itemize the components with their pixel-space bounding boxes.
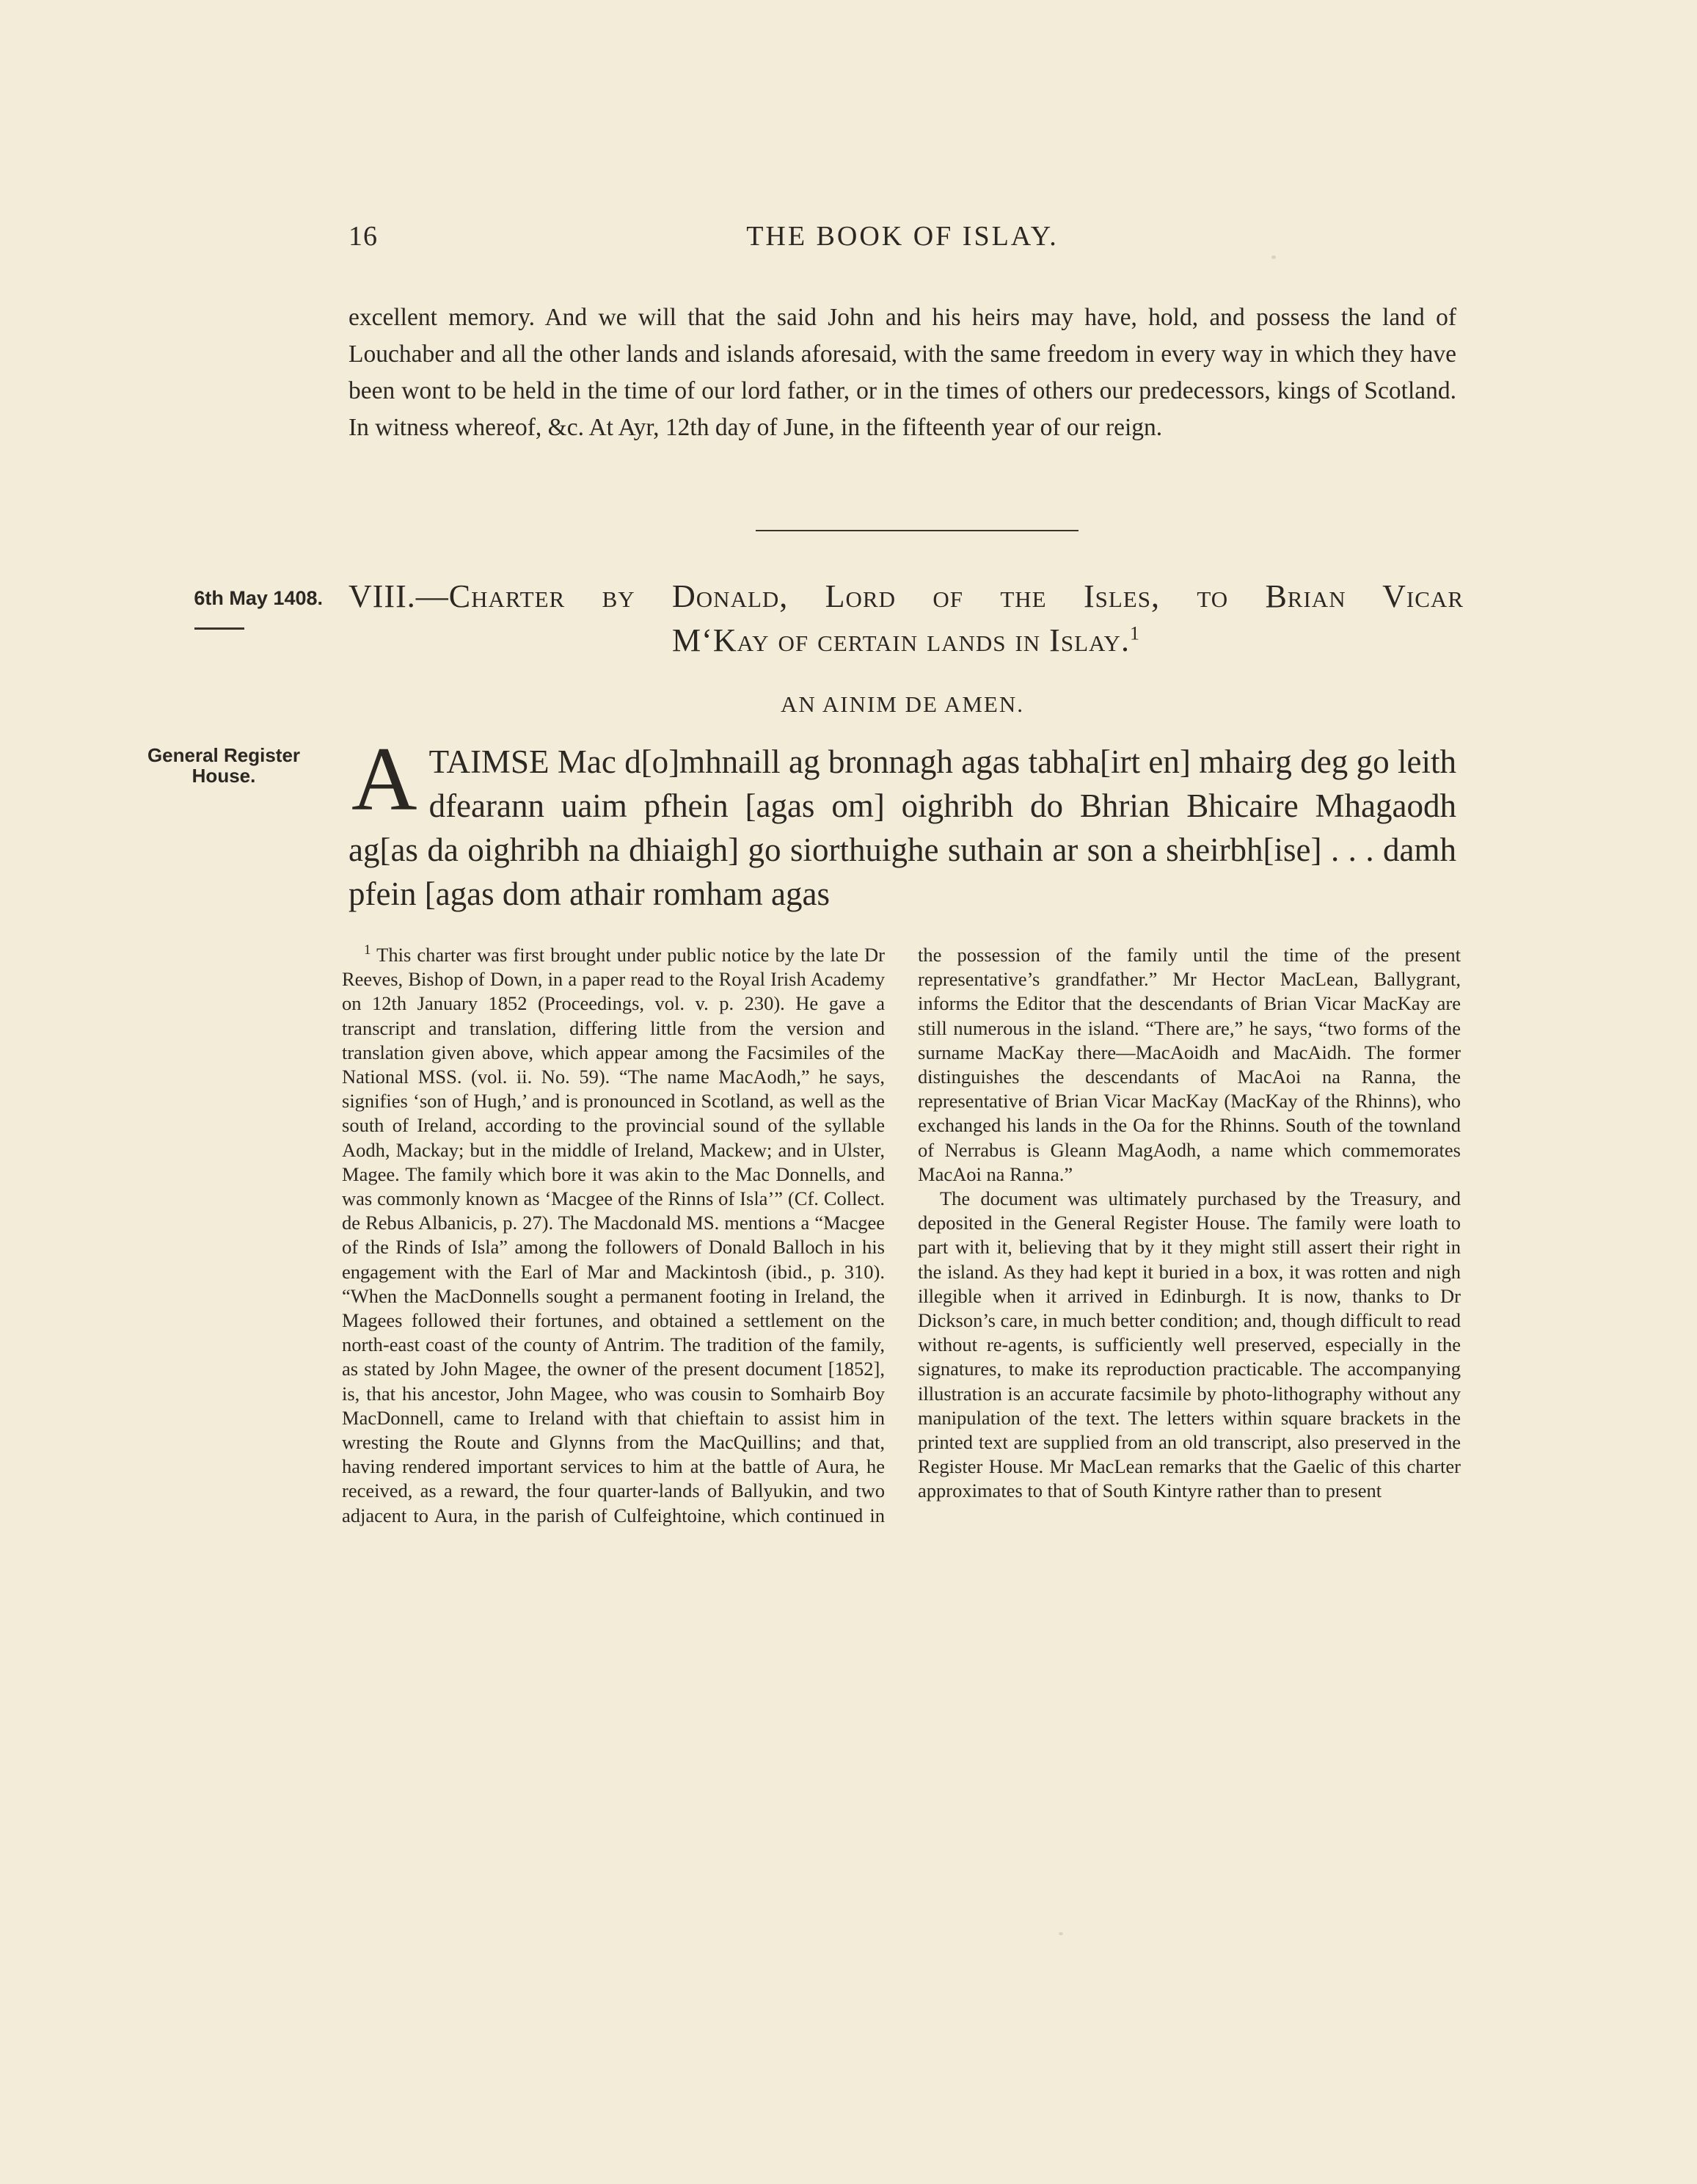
charter-numeral: VIII.— <box>348 578 449 614</box>
section-divider <box>756 530 1079 531</box>
book-title: THE BOOK OF ISLAY. <box>746 221 1059 252</box>
footnote <box>342 943 1461 1875</box>
charter-title-text-1: Charter by Donald, Lord of the Isles, to Brian Vicar <box>448 578 1464 614</box>
paper-speck <box>1059 1932 1063 1935</box>
margin-source: General Register House. <box>147 744 301 787</box>
margin-date: 6th May 1408. <box>194 587 323 609</box>
margin-date-underline <box>194 627 244 630</box>
invocation: AN AINIM DE AMEN. <box>781 691 1024 717</box>
charter-title-line-2: M‘Kay of certain lands in Islay. <box>672 622 1130 658</box>
drop-cap: A <box>351 729 417 829</box>
gaelic-charter-text <box>348 729 1456 916</box>
gaelic-text: TAIMSE Mac d[o]mhnaill ag bronnagh agas tabha[irt en] mhairg deg go leith dfearann uaim pfhein [agas om] oighribh do Bhrian Bhicaire Mhagaodh ag[as da oighribh na dhiaigh] go siorthuighe suthain ar son a sheirbh[ise] . . . damh pfein [agas dom athair romham agas <box>348 743 1456 912</box>
paper-speck <box>1271 255 1276 259</box>
charter-title-line-1 <box>348 575 1464 619</box>
footnote-reference: 1 <box>1129 622 1140 644</box>
footnote-mark: 1 <box>364 942 371 958</box>
opening-paragraph <box>348 299 1456 446</box>
footnote-paragraph-2: The document was ultimately purchased by the Treasury, and deposited in the General Register House. The family were loath to part with it, believing that by it they might still assert their right in the island. As they had kept it buried in a box, it was rotten and nigh illegible when it arrived in Edinburgh. It is now, thanks to Dr Dickson’s care, in much better condition; and, though difficult to read without re-agents, is sufficiently well preserved, especially in the signatures, to make its reproduction practicable. The accompanying illustration is an accurate facsimile by photo-lithography without any manipulation of the text. The letters within square brackets in the printed text are supplied from an old transcript, also preserved in the Register House. Mr MacLean remarks that the Gaelic of this charter approximates to that of South Kintyre rather than to present <box>918 1187 1461 1502</box>
footnote-text-1: This charter was first brought under public notice by the late Dr Reeves, Bishop of Down, in a paper read to the Royal Irish Academy on 12th January 1852 (Proceedings, vol. v. p. 230). He gave a transcript and translation, differing little from the version and translation given above, which appear among the Facsimiles of the National MSS. (vol. ii. No. 59). “The name MacAodh,” he says, signifies ‘son of Hugh,’ and is pronounced in Scotland, as well as the south of Ireland, according to the provincial sound of the syllable Aodh, Mackay; but in the middle of Ireland, Mackew; and in Ulster, Magee. The family which bore it was akin to the Mac Donnells, and was commonly known as ‘Macgee of the Rinns of Isla’” (Cf. Collect. de Rebus Albanicis, p. 27). The Macdonald MS. mentions a “Macgee of the Rinds of Isla” among the followers of Donald Balloch in his engagement with the Earl of Mar and Mackintosh (ibid., p. 310). “When the MacDonnells sought a permanent footing in Ireland, the Magees followed their fortunes, and obtained a settlement on the north-east coast of the county of Antrim. The tradition of the family, as stated by John Magee, the owner of the present document [1852], is, that his ancestor, John Magee, who was cousin to Somhairb Boy MacDonnell, came to Ireland with that chieftain to assist him in wresting the Route and Glynns from the MacQuillins; and that, having rendered important services to him at the battle of Aura, he received, as a reward, the four quarter-lands of Ballyukin, and two adjacent to Aura, in the parish of Culfeightoine, which continued in the possession of the family until the time of the present representative’s grandfather.” Mr Hector MacLean, Ballygrant, informs the Editor that the descendants of Brian Vicar MacKay are still numerous in the island. “There are,” he says, “two forms of the surname MacKay there—MacAoidh and MacAidh. The former distinguishes the descendants of MacAoi na Ranna, the representative of Brian Vicar MacKay (MacKay of the Rhinns), who exchanged his lands in the Oa for the Rhinns. South of the townland of Nerrabus is Gleann MagAodh, a name which commemorates MacAoi na Ranna.” <box>342 944 1461 1526</box>
opening-paragraph-text: excellent memory. And we will that the said John and his heirs may have, hold, and possess the land of Louchaber and all the other lands and islands aforesaid, with the same freedom in every way in which they have been wont to be held in the time of our lord father, or in the times of others our predecessors, kings of Scotland. In witness whereof, &c. At Ayr, 12th day of June, in the fifteenth year of our reign. <box>348 304 1456 441</box>
charter-title <box>348 575 1464 663</box>
page-number: 16 <box>348 221 378 252</box>
running-head <box>348 220 1456 264</box>
